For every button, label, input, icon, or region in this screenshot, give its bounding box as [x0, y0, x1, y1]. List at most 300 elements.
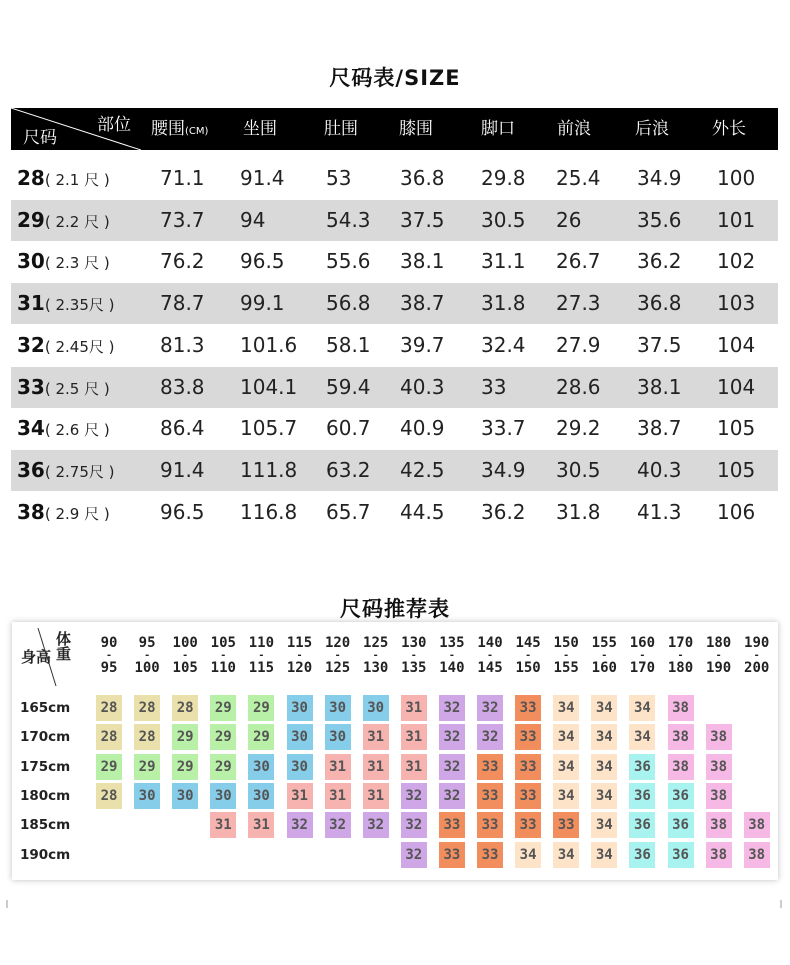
size-recommendation-cell: 33: [477, 812, 503, 838]
size-cell: [17, 367, 110, 408]
table-cell: 111.8: [240, 457, 298, 482]
weight-high: 150: [515, 660, 541, 676]
size-recommendation-cell: 34: [553, 695, 579, 721]
header-label: 前浪: [557, 119, 591, 139]
size-recommendation-cell: 36: [629, 812, 655, 838]
weight-range-header: [509, 636, 547, 676]
table-cell: 104: [717, 374, 756, 399]
size-number: 38: [17, 499, 45, 524]
weight-high: 120: [286, 660, 313, 676]
size-recommendation-cell: 32: [401, 842, 427, 868]
table-cell: 37.5: [637, 332, 682, 357]
size-recommendation-cell: 31: [401, 695, 427, 721]
weight-range-header: [319, 636, 357, 676]
size-recommendation-cell: 34: [591, 724, 617, 750]
size-recommendation-cell: 28: [96, 783, 122, 809]
height-label: 190cm: [20, 846, 71, 863]
weight-range-dash: -: [563, 650, 570, 661]
weight-low: 105: [210, 635, 236, 651]
weight-high: 100: [134, 660, 160, 676]
weight-low: 115: [286, 635, 313, 651]
table-cell: 81.3: [160, 332, 205, 357]
weight-low: 120: [324, 635, 351, 651]
size-chi-measure: ( 2.9 尺 ): [44, 504, 110, 523]
table-cell: 34.9: [481, 457, 526, 482]
table-cell: 101: [717, 207, 756, 232]
weight-low: 140: [477, 635, 503, 651]
weight-high: 200: [744, 660, 770, 676]
size-number: 36: [17, 457, 45, 482]
header-cell: [481, 108, 515, 150]
table-cell: 105: [717, 416, 756, 441]
header-cell: [635, 108, 669, 150]
weight-range-dash: -: [258, 650, 265, 661]
table-cell: 40.3: [637, 457, 682, 482]
size-recommendation-cell: 36: [629, 842, 655, 868]
weight-range-header: [204, 636, 242, 676]
size-recommendation-cell: 30: [325, 695, 351, 721]
size-recommendation-cell: 36: [629, 754, 655, 780]
table-cell: 26: [556, 207, 582, 232]
size-recommendation-cell: 38: [706, 842, 732, 868]
weight-high: 105: [172, 660, 198, 676]
weight-range-dash: -: [486, 650, 494, 661]
weight-high: 180: [667, 660, 694, 676]
height-label: 175cm: [20, 758, 71, 775]
table-cell: 31.8: [556, 499, 601, 524]
size-recommendation-cell: 29: [210, 724, 236, 750]
weight-range-dash: -: [220, 650, 227, 661]
size-recommendation-cell: 34: [629, 724, 655, 750]
weight-low: 110: [248, 635, 275, 651]
edge-mark: [6, 900, 8, 908]
size-recommendation-cell: 30: [248, 783, 274, 809]
weight-range-header: [623, 636, 661, 676]
table-cell: 71.1: [160, 166, 205, 190]
header-label: 外长: [712, 119, 746, 139]
size-recommendation-cell: 38: [706, 724, 732, 750]
table-cell: 60.7: [326, 416, 371, 441]
size-chi-measure: ( 2.45尺 ): [44, 337, 115, 356]
table-cell: 96.5: [240, 249, 285, 274]
weight-low: 125: [363, 635, 389, 651]
weight-low: 100: [172, 635, 198, 651]
size-recommendation-cell: 29: [248, 695, 274, 721]
table-cell: 99.1: [240, 291, 285, 316]
size-recommendation-cell: 34: [591, 695, 617, 721]
size-recommendation-cell: 30: [134, 783, 160, 809]
edge-mark: [780, 900, 782, 908]
table-cell: 30.5: [481, 207, 526, 232]
weight-range-header: [700, 636, 738, 676]
weight-range-dash: -: [144, 650, 151, 661]
size-recommendation-cell: 32: [439, 724, 465, 750]
size-recommendation-cell: 30: [287, 724, 313, 750]
weight-range-dash: -: [105, 650, 113, 661]
corner-label-height: 身高: [21, 648, 52, 666]
weight-range-dash: -: [525, 650, 532, 661]
size-recommendation-cell: 32: [401, 783, 427, 809]
table-cell: 30.5: [556, 457, 601, 482]
table-cell: 100: [717, 166, 756, 190]
size-recommendation-cell: 31: [287, 783, 313, 809]
weight-low: 170: [667, 635, 694, 651]
size-recommendation-cell: 30: [363, 695, 389, 721]
size-chi-measure: ( 2.75尺 ): [44, 462, 115, 481]
weight-range-header: [395, 636, 433, 676]
size-cell: [17, 492, 110, 533]
size-recommendation-cell: 30: [325, 724, 351, 750]
table-cell: 56.8: [326, 291, 371, 316]
size-recommendation-cell: 38: [706, 783, 732, 809]
header-label: 腰围: [151, 119, 185, 139]
weight-low: 180: [705, 635, 732, 651]
size-number: 31: [17, 291, 45, 316]
size-recommendation-cell: 31: [325, 783, 351, 809]
weight-high: 130: [363, 660, 389, 676]
table-cell: 27.9: [556, 332, 601, 357]
table-cell: 36.2: [637, 249, 682, 274]
size-recommendation-cell: 29: [134, 754, 160, 780]
waist-unit-label: (CM): [185, 126, 209, 137]
height-label: 185cm: [20, 817, 71, 834]
weight-range-dash: -: [753, 650, 760, 661]
header-label: 肚围: [324, 119, 358, 139]
size-recommendation-cell: 34: [591, 783, 617, 809]
size-recommendation-cell: 34: [553, 724, 579, 750]
weight-low: 145: [515, 635, 541, 651]
size-cell: [17, 283, 114, 324]
size-recommendation-cell: 33: [515, 783, 541, 809]
table-cell: 35.6: [637, 207, 682, 232]
size-recommendation-cell: 28: [172, 695, 198, 721]
table-cell: 29.8: [481, 166, 526, 190]
size-chi-measure: ( 2.6 尺 ): [44, 421, 110, 440]
table-cell: 78.7: [160, 291, 205, 316]
table-cell: 53: [326, 166, 352, 190]
weight-range-header: [662, 636, 700, 676]
size-number: 32: [17, 332, 45, 357]
size-recommendation-cell: 38: [744, 812, 770, 838]
table-row: [11, 408, 778, 449]
size-recommendation-cell: 28: [96, 695, 122, 721]
size-recommendation-cell: 32: [325, 812, 351, 838]
size-recommendation-cell: 28: [134, 695, 160, 721]
height-label: 170cm: [20, 729, 71, 746]
size-cell: [17, 408, 110, 449]
table-cell: 63.2: [326, 457, 371, 482]
header-cell: [712, 108, 746, 150]
table-cell: 38.7: [637, 416, 682, 441]
table-cell: 83.8: [160, 374, 205, 399]
size-recommendation-cell: 30: [287, 695, 313, 721]
table-cell: 31.8: [481, 291, 526, 316]
size-recommendation-cell: 33: [515, 695, 541, 721]
size-recommendation-cell: 31: [210, 812, 236, 838]
weight-range-header: [242, 636, 280, 676]
size-recommendation-cell: 34: [591, 812, 617, 838]
header-cell: [557, 108, 591, 150]
table-cell: 31.1: [481, 249, 526, 274]
size-recommendation-cell: 30: [248, 754, 274, 780]
header-cell: [399, 108, 433, 150]
table-cell: 25.4: [556, 166, 601, 190]
table-cell: 104: [717, 332, 756, 357]
size-recommendation-cell: 31: [363, 783, 389, 809]
table-cell: 38.7: [400, 291, 445, 316]
weight-high: 125: [324, 660, 351, 676]
table-cell: 44.5: [400, 499, 445, 524]
size-recommendation-cell: 29: [96, 754, 122, 780]
size-recommendation-cell: 33: [477, 754, 503, 780]
table-cell: 103: [717, 291, 756, 316]
recommend-table: [12, 622, 778, 880]
size-recommendation-cell: 36: [668, 842, 694, 868]
header-cell: [243, 108, 277, 150]
header-label: 脚口: [481, 119, 515, 139]
size-recommendation-cell: 32: [401, 812, 427, 838]
size-chi-measure: ( 2.5 尺 ): [44, 379, 110, 398]
table-cell: 86.4: [160, 416, 205, 441]
header-corner: [11, 108, 141, 150]
weight-low: 130: [401, 635, 427, 651]
table-cell: 38.1: [637, 374, 682, 399]
size-recommendation-cell: 32: [287, 812, 313, 838]
weight-range-header: [357, 636, 395, 676]
table-cell: 116.8: [240, 499, 298, 524]
size-chi-measure: ( 2.35尺 ): [44, 296, 115, 315]
weight-high: 190: [705, 660, 732, 676]
size-table-header: [11, 108, 778, 150]
table-cell: 34.9: [637, 166, 682, 190]
header-label: 膝围: [399, 119, 433, 139]
table-cell: 91.4: [160, 457, 205, 482]
weight-low: 95: [138, 635, 156, 651]
weight-range-dash: -: [677, 650, 684, 661]
size-recommendation-cell: 32: [363, 812, 389, 838]
size-recommendation-cell: 32: [477, 695, 503, 721]
table-cell: 106: [717, 499, 756, 524]
weight-high: 155: [553, 660, 579, 676]
size-cell: [17, 450, 114, 491]
table-cell: 39.7: [400, 332, 445, 357]
weight-low: 155: [591, 635, 617, 651]
weight-range-header: [547, 636, 585, 676]
weight-high: 135: [401, 660, 427, 676]
size-recommendation-cell: 36: [668, 783, 694, 809]
size-recommendation-cell: 34: [553, 842, 579, 868]
table-cell: 27.3: [556, 291, 601, 316]
size-recommendation-cell: 34: [591, 842, 617, 868]
size-recommendation-cell: 34: [553, 783, 579, 809]
table-cell: 55.6: [326, 249, 371, 274]
weight-low: 160: [629, 635, 656, 651]
table-cell: 38.1: [400, 249, 445, 274]
size-recommendation-cell: 33: [439, 842, 465, 868]
weight-range-dash: -: [601, 650, 608, 661]
size-recommendation-cell: 29: [172, 754, 198, 780]
corner-label-part: 部位: [97, 115, 131, 135]
table-cell: 33: [481, 374, 507, 399]
table-cell: 105.7: [240, 416, 298, 441]
table-cell: 40.9: [400, 416, 445, 441]
table-cell: 36.8: [637, 291, 682, 316]
table-cell: 73.7: [160, 207, 205, 232]
size-recommendation-cell: 29: [210, 754, 236, 780]
recommend-table-title: 尺码推荐表: [340, 597, 450, 621]
weight-range-dash: -: [715, 650, 722, 661]
weight-range-header: [471, 636, 509, 676]
table-cell: 101.6: [240, 332, 298, 357]
size-chi-measure: ( 2.3 尺 ): [44, 254, 110, 273]
table-cell: 36.8: [400, 166, 445, 190]
size-recommendation-cell: 29: [210, 695, 236, 721]
table-cell: 28.6: [556, 374, 601, 399]
table-cell: 94: [240, 207, 266, 232]
corner-label-size: 尺码: [23, 128, 57, 148]
table-cell: 102: [717, 249, 756, 274]
weight-high: 160: [591, 660, 617, 676]
weight-high: 95: [100, 660, 118, 676]
table-cell: 29.2: [556, 416, 601, 441]
header-label: 后浪: [635, 119, 669, 139]
size-recommendation-cell: 31: [248, 812, 274, 838]
size-chi-measure: ( 2.2 尺 ): [44, 212, 110, 231]
size-recommendation-cell: 32: [477, 724, 503, 750]
table-row: [11, 325, 778, 366]
size-recommendation-cell: 38: [706, 754, 732, 780]
size-number: 33: [17, 374, 45, 399]
table-cell: 42.5: [400, 457, 445, 482]
weight-low: 150: [553, 635, 579, 651]
weight-range-dash: -: [296, 650, 303, 661]
weight-high: 145: [477, 660, 503, 676]
weight-range-dash: -: [334, 650, 341, 661]
size-recommendation-cell: 33: [515, 724, 541, 750]
size-recommendation-cell: 31: [325, 754, 351, 780]
table-cell: 76.2: [160, 249, 205, 274]
size-recommendation-cell: 33: [439, 812, 465, 838]
weight-low: 90: [100, 635, 118, 651]
table-cell: 36.2: [481, 499, 526, 524]
table-cell: 91.4: [240, 166, 285, 190]
header-cell: [324, 108, 358, 150]
size-chi-measure: ( 2.1 尺 ): [44, 171, 110, 189]
size-number: 30: [17, 249, 45, 274]
table-row: [11, 492, 778, 533]
weight-high: 170: [629, 660, 656, 676]
weight-low: 190: [744, 635, 770, 651]
header-label: 坐围: [243, 119, 277, 139]
weight-range-header: [585, 636, 623, 676]
size-recommendation-cell: 34: [553, 754, 579, 780]
size-cell: [17, 158, 110, 199]
weight-range-dash: -: [448, 650, 455, 661]
weight-range-dash: -: [372, 650, 379, 661]
corner-label-weight: 体重: [56, 630, 72, 663]
table-cell: 105: [717, 457, 756, 482]
table-cell: 65.7: [326, 499, 371, 524]
size-recommendation-cell: 32: [439, 695, 465, 721]
size-recommendation-cell: 38: [668, 754, 694, 780]
size-recommendation-cell: 31: [363, 724, 389, 750]
recommend-corner: [12, 622, 82, 686]
table-row: [11, 450, 778, 491]
size-recommendation-cell: 34: [515, 842, 541, 868]
size-recommendation-cell: 36: [629, 783, 655, 809]
size-recommendation-cell: 31: [401, 724, 427, 750]
weight-range-dash: -: [639, 650, 646, 661]
table-cell: 41.3: [637, 499, 682, 524]
size-recommendation-cell: 29: [172, 724, 198, 750]
size-cell: [17, 200, 110, 241]
size-recommendation-cell: 34: [629, 695, 655, 721]
weight-range-header: [281, 636, 319, 676]
size-recommendation-cell: 38: [668, 724, 694, 750]
size-recommendation-cell: 33: [515, 812, 541, 838]
size-number: 29: [17, 207, 45, 232]
table-row: [11, 283, 778, 324]
size-number: 28: [17, 166, 45, 190]
table-cell: 104.1: [240, 374, 298, 399]
size-recommendation-cell: 28: [134, 724, 160, 750]
size-recommendation-cell: 32: [439, 754, 465, 780]
size-recommendation-cell: 33: [553, 812, 579, 838]
table-cell: 40.3: [400, 374, 445, 399]
size-recommendation-cell: 33: [515, 754, 541, 780]
size-recommendation-cell: 29: [248, 724, 274, 750]
table-cell: 58.1: [326, 332, 371, 357]
weight-high: 110: [210, 660, 236, 676]
size-recommendation-cell: 30: [210, 783, 236, 809]
table-row: [11, 200, 778, 241]
size-cell: [17, 325, 114, 366]
table-cell: 26.7: [556, 249, 601, 274]
size-recommendation-cell: 33: [477, 783, 503, 809]
size-recommendation-cell: 38: [706, 812, 732, 838]
size-recommendation-cell: 34: [591, 754, 617, 780]
size-recommendation-cell: 30: [172, 783, 198, 809]
table-cell: 96.5: [160, 499, 205, 524]
weight-range-header: [738, 636, 776, 676]
table-cell: 33.7: [481, 416, 526, 441]
header-cell: [151, 108, 208, 150]
size-table-title: 尺码表/SIZE: [329, 66, 461, 90]
table-cell: 32.4: [481, 332, 526, 357]
weight-high: 140: [439, 660, 465, 676]
table-cell: 54.3: [326, 207, 371, 232]
table-row: [11, 241, 778, 282]
weight-range-dash: -: [182, 650, 189, 661]
weight-range-header: [166, 636, 204, 676]
weight-range-header: [128, 636, 166, 676]
size-recommendation-cell: 38: [744, 842, 770, 868]
weight-range-header: [90, 636, 128, 676]
table-row: [11, 158, 778, 199]
size-recommendation-cell: 32: [439, 783, 465, 809]
height-label: 165cm: [20, 700, 71, 716]
size-recommendation-cell: 36: [668, 812, 694, 838]
table-cell: 37.5: [400, 207, 445, 232]
size-cell: [17, 241, 110, 282]
weight-range-header: [433, 636, 471, 676]
table-row: [11, 367, 778, 408]
size-recommendation-cell: 30: [287, 754, 313, 780]
size-recommendation-cell: 28: [96, 724, 122, 750]
size-recommendation-cell: 38: [668, 695, 694, 721]
weight-range-dash: -: [410, 650, 417, 661]
size-recommendation-cell: 31: [401, 754, 427, 780]
